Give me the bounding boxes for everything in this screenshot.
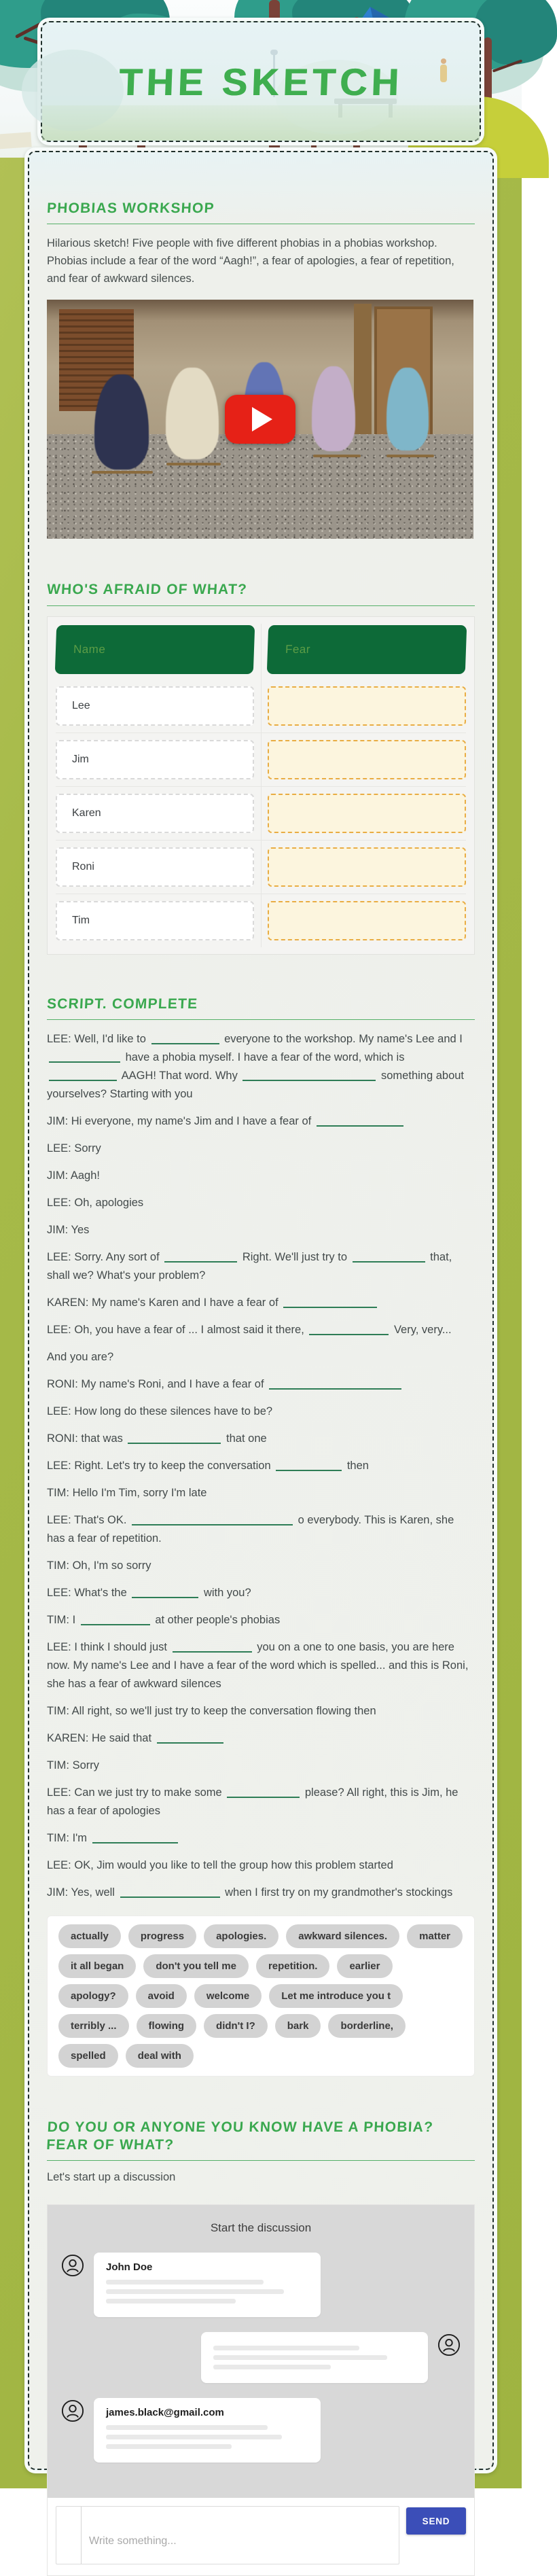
word-chip[interactable]: spelled	[58, 2044, 118, 2068]
video-chair	[92, 471, 153, 474]
script-line: TIM: Sorry	[47, 1759, 99, 1771]
discussion-intro: Let's start up a discussion	[47, 2171, 176, 2184]
script-line: TIM: I'm	[47, 1829, 475, 1848]
script-blank[interactable]	[164, 1251, 237, 1263]
script-blank[interactable]	[81, 1614, 150, 1625]
name-cell: Tim	[56, 901, 254, 940]
word-bank	[47, 1916, 475, 2077]
park-scene-person	[440, 65, 447, 82]
name-cell: Karen	[56, 794, 254, 833]
user-avatar-icon	[61, 2254, 84, 2280]
title-banner-card	[37, 18, 484, 145]
video-person	[94, 374, 149, 470]
script-blank[interactable]	[92, 1832, 178, 1843]
script-line: LEE: Oh, you have a fear of ... I almost said it there, Very, very...	[47, 1323, 452, 1336]
script-line: LEE: OK, Jim would you like to tell the group how this problem started	[47, 1858, 393, 1871]
table-row	[56, 840, 466, 894]
word-chip[interactable]: Let me introduce you t	[269, 1984, 403, 2008]
message-author: John Doe	[106, 2261, 153, 2274]
section-divider	[47, 605, 475, 606]
script-blank[interactable]	[309, 1324, 389, 1335]
script-blank[interactable]	[173, 1641, 252, 1653]
section-discussion	[47, 2119, 475, 2576]
video-chair	[166, 463, 221, 465]
word-chip[interactable]: awkward silences.	[286, 1924, 399, 1948]
word-chip[interactable]: flowing	[137, 2014, 197, 2038]
park-scene-ground	[42, 105, 480, 141]
message-author: james.black@gmail.com	[106, 2407, 224, 2419]
script-line: JIM: Hi everyone, my name's Jim and I have a fear of	[47, 1112, 475, 1131]
script-line: LEE: Can we just try to make some please? All right, this is Jim, he has a fear of apologies	[47, 1786, 459, 1817]
video-person	[312, 366, 355, 451]
fear-answer-cell[interactable]	[268, 901, 466, 940]
video-scene-panel	[354, 304, 372, 448]
word-chip[interactable]: bark	[275, 2014, 321, 2038]
script-line: LEE: Oh, apologies	[47, 1196, 144, 1209]
script-fill-in	[47, 1030, 475, 1902]
script-line: RONI: that was that one	[47, 1432, 267, 1445]
section-script	[47, 995, 475, 2077]
name-cell: Jim	[56, 740, 254, 779]
script-line: RONI: My name's Roni, and I have a fear of	[47, 1375, 475, 1394]
name-cell: Lee	[56, 686, 254, 726]
script-line: LEE: Sorry. Any sort of Right. We'll just try to that, shall we? What's your problem?	[47, 1250, 452, 1282]
word-chip[interactable]: deal with	[126, 2044, 194, 2068]
message-placeholder-line	[106, 2280, 264, 2284]
script-blank[interactable]	[242, 1070, 376, 1081]
youtube-play-button[interactable]	[225, 395, 295, 444]
section-whos-afraid	[47, 581, 475, 954]
script-blank[interactable]	[276, 1460, 342, 1471]
word-chip[interactable]: apologies.	[204, 1924, 278, 1948]
name-fear-table	[47, 616, 475, 955]
script-blank[interactable]	[120, 1886, 220, 1898]
message-placeholder-line	[106, 2444, 232, 2449]
script-line: KAREN: My name's Karen and I have a fear of	[47, 1294, 475, 1312]
script-blank[interactable]	[317, 1115, 403, 1127]
discussion-panel-title: Start the discussion	[210, 2221, 312, 2235]
script-blank[interactable]	[151, 1033, 219, 1044]
user-avatar-icon	[61, 2399, 84, 2426]
table-row	[56, 733, 466, 786]
park-path	[0, 132, 32, 149]
section-phobias-workshop	[47, 200, 475, 539]
page-title: THE SKETCH	[118, 60, 403, 103]
script-line: LEE: Sorry	[47, 1142, 101, 1154]
script-blank[interactable]	[283, 1296, 377, 1308]
script-blank[interactable]	[227, 1786, 300, 1798]
script-blank[interactable]	[132, 1514, 293, 1525]
table-row	[56, 680, 466, 733]
fear-answer-cell[interactable]	[268, 794, 466, 833]
message-placeholder-line	[213, 2355, 387, 2360]
script-line: JIM: Yes	[47, 1223, 90, 1236]
discussion-messages	[61, 2253, 461, 2463]
word-chip[interactable]: didn't I?	[204, 2014, 268, 2038]
script-blank[interactable]	[269, 1378, 401, 1390]
discussion-message	[61, 2332, 461, 2383]
word-chip[interactable]: welcome	[194, 1984, 262, 2008]
section-heading: WHO'S AFRAID OF WHAT?	[46, 582, 248, 598]
section-divider	[47, 2160, 475, 2161]
video-person	[387, 368, 429, 451]
script-blank[interactable]	[49, 1051, 120, 1063]
script-line: LEE: How long do these silences have to be?	[47, 1405, 273, 1417]
script-line: JIM: Aagh!	[47, 1169, 100, 1182]
column-header-fear: Fear	[267, 625, 467, 674]
script-line: LEE: I think I should just you on a one to one basis, you are here now. My name's Lee and I have a fear of the word which is spelled... and this is Roni, she has a fear of awkward silences	[47, 1640, 469, 1690]
message-placeholder-line	[106, 2425, 268, 2430]
script-line: LEE: Well, I'd like to everyone to the workshop. My name's Lee and I have a phobia myself. I have a fear of the word, which is AAGH! That word. Why something about yourselves? Starting with you	[47, 1032, 465, 1100]
script-line: TIM: All right, so we'll just try to keep the conversation flowing then	[47, 1704, 376, 1717]
section-divider	[47, 1019, 475, 1020]
discussion-message	[61, 2253, 461, 2317]
word-chip[interactable]: matter	[407, 1924, 463, 1948]
word-chip[interactable]: actually	[58, 1924, 121, 1948]
word-chip[interactable]: apology?	[58, 1984, 128, 2008]
script-blank[interactable]	[353, 1251, 425, 1263]
fear-answer-cell[interactable]	[268, 847, 466, 887]
word-chip[interactable]: don't you tell me	[143, 1954, 249, 1978]
word-chip[interactable]: terribly ...	[58, 2014, 129, 2038]
script-line: TIM: Hello I'm Tim, sorry I'm late	[47, 1486, 207, 1499]
script-line: LEE: That's OK. o everybody. This is Karen, she has a fear of repetition.	[47, 1513, 454, 1545]
discussion-message	[61, 2398, 461, 2463]
message-placeholder-line	[106, 2289, 284, 2294]
discussion-composer-bar	[48, 2498, 474, 2575]
word-chip[interactable]: borderline,	[328, 2014, 406, 2038]
send-button[interactable]: SEND	[406, 2507, 466, 2535]
video-chair	[387, 455, 434, 457]
word-chip[interactable]: avoid	[136, 1984, 187, 2008]
script-line: TIM: Oh, I'm so sorry	[47, 1559, 151, 1572]
user-avatar-icon	[437, 2333, 461, 2360]
script-blank[interactable]	[157, 1732, 223, 1744]
script-line: LEE: What's the with you?	[47, 1586, 251, 1599]
column-header-name: Name	[55, 625, 255, 674]
message-placeholder-line	[106, 2435, 282, 2439]
section-heading: SCRIPT. COMPLETE	[46, 995, 198, 1012]
comment-input[interactable]	[56, 2506, 399, 2564]
script-line: LEE: Right. Let's try to keep the conversation then	[47, 1459, 369, 1472]
discussion-feed	[48, 2205, 474, 2498]
message-card	[201, 2332, 428, 2383]
title-banner-inner	[41, 21, 481, 142]
table-row	[56, 894, 466, 947]
fear-answer-cell[interactable]	[268, 686, 466, 726]
video-person	[166, 368, 219, 459]
section-description: Hilarious sketch! Five people with five different phobias in a phobias workshop. Phobias include a fear of the word “Aagh!”, a fear of apologies, a fear of repetition, and fear of awkward silences.	[47, 237, 454, 285]
message-placeholder-line	[213, 2365, 331, 2369]
script-line: TIM: I at other people's phobias	[47, 1613, 281, 1626]
video-chair	[313, 455, 361, 457]
worksheet-card-inner	[28, 151, 494, 2526]
section-heading: DO YOU OR ANYONE YOU KNOW HAVE A PHOBIA? FEAR OF WHAT?	[46, 2119, 434, 2153]
table-body	[56, 680, 466, 947]
script-line: And you are?	[47, 1350, 114, 1363]
word-chip[interactable]: earlier	[337, 1954, 392, 1978]
script-line: JIM: Yes, well when I first try on my grandmother's stockings	[47, 1886, 453, 1899]
word-chip[interactable]: repetition.	[256, 1954, 330, 1978]
name-cell: Roni	[56, 847, 254, 887]
word-chip[interactable]: it all began	[58, 1954, 136, 1978]
script-blank[interactable]	[49, 1070, 117, 1081]
message-placeholder-line	[213, 2346, 359, 2350]
word-chip[interactable]: progress	[128, 1924, 196, 1948]
video-player[interactable]	[47, 300, 473, 539]
table-header-row	[56, 624, 466, 680]
fear-answer-cell[interactable]	[268, 740, 466, 779]
message-card	[94, 2253, 321, 2317]
play-icon	[252, 407, 272, 431]
discussion-widget	[47, 2204, 475, 2576]
script-blank[interactable]	[132, 1587, 198, 1598]
table-row	[56, 786, 466, 840]
message-card	[94, 2398, 321, 2463]
worksheet-card	[24, 147, 497, 2526]
section-heading: PHOBIAS WORKSHOP	[46, 200, 215, 216]
script-line: KAREN: He said that	[47, 1729, 475, 1748]
script-blank[interactable]	[128, 1432, 221, 1444]
message-placeholder-line	[106, 2299, 236, 2304]
